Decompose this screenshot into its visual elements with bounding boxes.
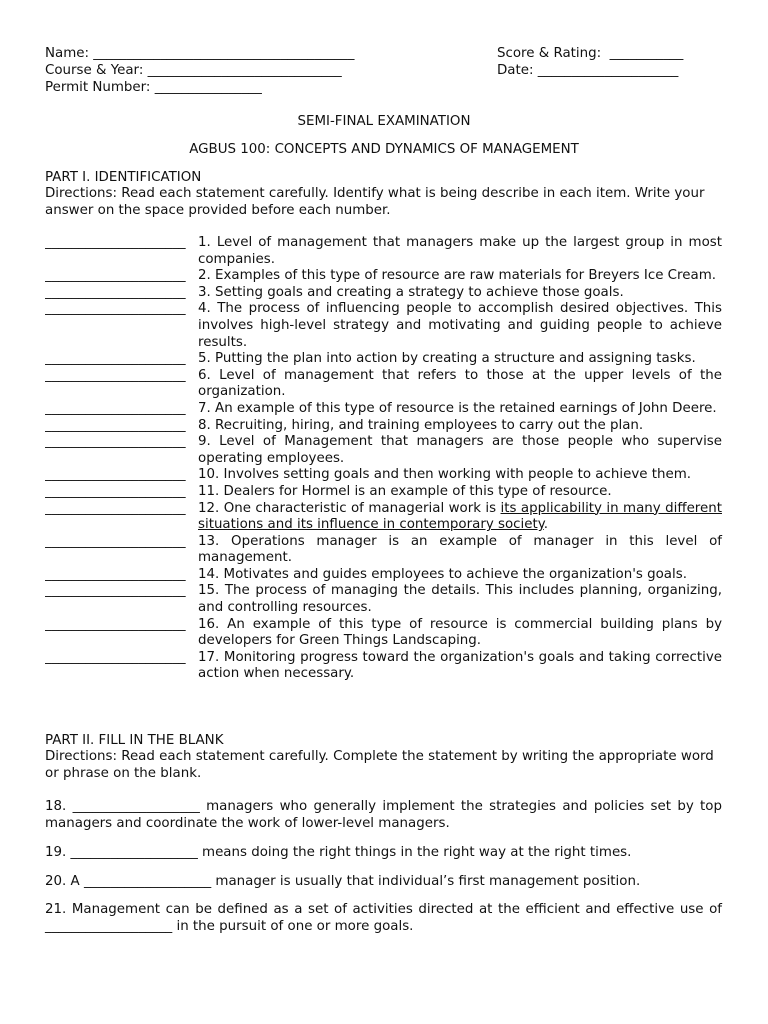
item-statement: 16. An example of this type of resource is commercial building plans by developers for Green Things Landscaping. <box>198 616 722 649</box>
answer-blank[interactable]: _____________________ <box>45 417 186 433</box>
answer-blank[interactable]: _____________________ <box>45 616 186 632</box>
list-item <box>45 484 722 501</box>
answer-blank[interactable]: _____________________ <box>45 583 186 599</box>
answer-blank[interactable]: _____________________ <box>45 268 186 284</box>
item-statement: 7. An example of this type of resource is the retained earnings of John Deere. <box>198 400 717 416</box>
list-item <box>45 650 722 683</box>
part1-heading: PART I. IDENTIFICATION <box>45 170 202 185</box>
item-statement: 9. Level of Management that managers are those people who supervise operating employees. <box>198 434 722 466</box>
item-12-period: . <box>543 517 549 533</box>
list-item <box>45 467 722 484</box>
exam-title: SEMI-FINAL EXAMINATION <box>297 114 471 129</box>
item-statement: 2. Examples of this type of resource are raw materials for Breyers Ice Cream. <box>198 268 716 284</box>
list-item <box>45 285 722 302</box>
list-item <box>45 567 722 584</box>
course-subtitle: AGBUS 100: CONCEPTS AND DYNAMICS OF MANAGEMENT <box>189 142 579 157</box>
answer-blank[interactable]: _____________________ <box>45 235 186 250</box>
score-rating-field[interactable]: Score & Rating: ___________ <box>497 46 684 61</box>
item-statement: 3. Setting goals and creating a strategy to achieve those goals. <box>198 284 624 300</box>
name-field[interactable]: Name: _______________________________________ <box>45 46 355 61</box>
answer-blank[interactable]: _____________________ <box>45 533 186 549</box>
item-statement: 5. Putting the plan into action by creating a structure and assigning tasks. <box>198 351 696 367</box>
identification-list <box>45 235 722 683</box>
part1-directions: Directions: Read each statement carefully. Identify what is being describe in each item. Write your answer on the space provided before each number. <box>45 186 705 218</box>
answer-blank[interactable]: _____________________ <box>45 467 186 483</box>
question-19: 19. ___________________ means doing the right things in the right way at the right times. <box>45 845 632 860</box>
item-statement: 6. Level of management that refers to those at the upper levels of the organization. <box>198 367 722 400</box>
item-statement-12 <box>198 501 722 534</box>
list-item <box>45 351 722 368</box>
course-year-field[interactable]: Course & Year: _____________________________ <box>45 63 342 78</box>
list-item <box>45 434 722 467</box>
list-item <box>45 268 722 285</box>
item-statement: 10. Involves setting goals and then working with people to achieve them. <box>198 467 692 483</box>
part2-heading: PART II. FILL IN THE BLANK <box>45 733 224 748</box>
item-statement: 14. Motivates and guides employees to achieve the organization's goals. <box>198 566 687 582</box>
item-statement: 4. The process of influencing people to accomplish desired objectives. This involves high-level strategy and motivating and guiding people to achieve results. <box>198 301 722 350</box>
list-item <box>45 368 722 401</box>
item-statement: 11. Dealers for Hormel is an example of this type of resource. <box>198 483 612 499</box>
answer-blank[interactable]: _____________________ <box>45 500 186 516</box>
list-item <box>45 617 722 650</box>
question-21: 21. Management can be defined as a set of activities directed at the efficient and effective use of ___________________ in the pursuit of one or more goals. <box>45 902 722 934</box>
list-item <box>45 301 722 351</box>
item-statement: 13. Operations manager is an example of manager in this level of management. <box>198 533 722 566</box>
list-item <box>45 534 722 567</box>
item-statement: 17. Monitoring progress toward the organization's goals and taking corrective action when necessary. <box>198 649 722 682</box>
list-item <box>45 418 722 435</box>
answer-blank[interactable]: _____________________ <box>45 483 186 499</box>
part2-directions: Directions: Read each statement carefully. Complete the statement by writing the appropriate word or phrase on the blank. <box>45 749 714 781</box>
item-statement: 8. Recruiting, hiring, and training employees to carry out the plan. <box>198 417 644 433</box>
answer-blank[interactable]: _____________________ <box>45 566 186 582</box>
item-statement: 15. The process of managing the details. This includes planning, organizing, and controlling resources. <box>198 583 722 616</box>
item-12-text: 12. One characteristic of managerial work is <box>198 500 501 516</box>
list-item <box>45 501 722 534</box>
answer-blank[interactable]: _____________________ <box>45 367 186 383</box>
answer-blank[interactable]: _____________________ <box>45 400 186 416</box>
list-item <box>45 583 722 616</box>
question-18: 18. ___________________ managers who generally implement the strategies and policies set by top managers and coordinate the work of lower-level managers. <box>45 799 722 831</box>
answer-blank[interactable]: _____________________ <box>45 284 186 300</box>
answer-blank[interactable]: _____________________ <box>45 649 186 665</box>
answer-blank[interactable]: _____________________ <box>45 434 186 450</box>
item-statement: 1. Level of management that managers make up the largest group in most companies. <box>198 235 722 267</box>
question-20: 20. A ___________________ manager is usually that individual’s first management position. <box>45 874 641 889</box>
answer-blank[interactable]: _____________________ <box>45 351 186 367</box>
item-12-underlined-text: its applicability in many different situations and its influence in contemporary society <box>198 500 722 533</box>
permit-number-field[interactable]: Permit Number: ________________ <box>45 80 262 95</box>
answer-blank[interactable]: _____________________ <box>45 301 186 317</box>
date-field[interactable]: Date: _____________________ <box>497 63 679 78</box>
list-item <box>45 401 722 418</box>
list-item <box>45 235 722 268</box>
